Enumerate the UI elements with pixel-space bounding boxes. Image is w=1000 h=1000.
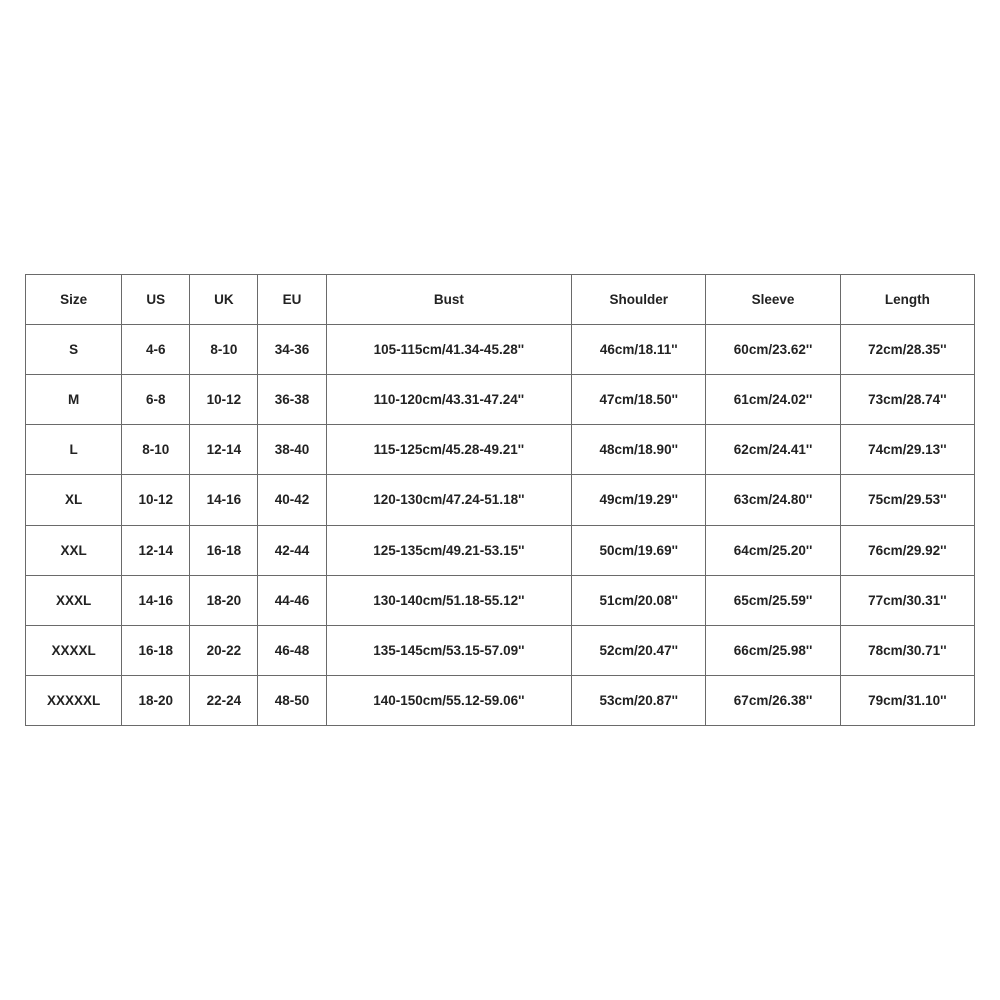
header-eu: EU [258, 275, 326, 325]
cell-bust: 115-125cm/45.28-49.21'' [326, 425, 572, 475]
cell-shoulder: 47cm/18.50'' [572, 375, 706, 425]
cell-bust: 120-130cm/47.24-51.18'' [326, 475, 572, 525]
table-row [26, 325, 975, 375]
header-us: US [122, 275, 190, 325]
header-sleeve: Sleeve [706, 275, 840, 325]
cell-bust: 135-145cm/53.15-57.09'' [326, 625, 572, 675]
cell-length: 76cm/29.92'' [840, 525, 974, 575]
cell-uk: 8-10 [190, 325, 258, 375]
cell-sleeve: 67cm/26.38'' [706, 675, 840, 725]
cell-sleeve: 63cm/24.80'' [706, 475, 840, 525]
table-row [26, 575, 975, 625]
cell-sleeve: 62cm/24.41'' [706, 425, 840, 475]
size-chart-table [25, 274, 975, 726]
table-row [26, 375, 975, 425]
cell-uk: 10-12 [190, 375, 258, 425]
cell-size: XXXL [26, 575, 122, 625]
cell-us: 18-20 [122, 675, 190, 725]
cell-shoulder: 50cm/19.69'' [572, 525, 706, 575]
header-length: Length [840, 275, 974, 325]
cell-uk: 18-20 [190, 575, 258, 625]
cell-shoulder: 48cm/18.90'' [572, 425, 706, 475]
cell-eu: 44-46 [258, 575, 326, 625]
cell-shoulder: 51cm/20.08'' [572, 575, 706, 625]
cell-size: S [26, 325, 122, 375]
cell-size: XXXXL [26, 625, 122, 675]
cell-bust: 130-140cm/51.18-55.12'' [326, 575, 572, 625]
cell-shoulder: 49cm/19.29'' [572, 475, 706, 525]
table-row [26, 525, 975, 575]
cell-shoulder: 46cm/18.11'' [572, 325, 706, 375]
cell-length: 73cm/28.74'' [840, 375, 974, 425]
cell-eu: 40-42 [258, 475, 326, 525]
table-row [26, 475, 975, 525]
cell-bust: 140-150cm/55.12-59.06'' [326, 675, 572, 725]
cell-eu: 48-50 [258, 675, 326, 725]
cell-eu: 34-36 [258, 325, 326, 375]
cell-us: 12-14 [122, 525, 190, 575]
cell-us: 10-12 [122, 475, 190, 525]
cell-us: 8-10 [122, 425, 190, 475]
cell-length: 79cm/31.10'' [840, 675, 974, 725]
cell-length: 72cm/28.35'' [840, 325, 974, 375]
cell-sleeve: 61cm/24.02'' [706, 375, 840, 425]
cell-us: 4-6 [122, 325, 190, 375]
cell-size: M [26, 375, 122, 425]
cell-uk: 22-24 [190, 675, 258, 725]
cell-uk: 16-18 [190, 525, 258, 575]
cell-length: 78cm/30.71'' [840, 625, 974, 675]
cell-size: XXL [26, 525, 122, 575]
cell-size: L [26, 425, 122, 475]
header-shoulder: Shoulder [572, 275, 706, 325]
cell-uk: 20-22 [190, 625, 258, 675]
table-row [26, 675, 975, 725]
cell-eu: 42-44 [258, 525, 326, 575]
cell-us: 16-18 [122, 625, 190, 675]
cell-length: 74cm/29.13'' [840, 425, 974, 475]
cell-shoulder: 52cm/20.47'' [572, 625, 706, 675]
cell-length: 77cm/30.31'' [840, 575, 974, 625]
cell-sleeve: 65cm/25.59'' [706, 575, 840, 625]
table-row [26, 625, 975, 675]
cell-bust: 110-120cm/43.31-47.24'' [326, 375, 572, 425]
cell-uk: 12-14 [190, 425, 258, 475]
cell-sleeve: 66cm/25.98'' [706, 625, 840, 675]
cell-uk: 14-16 [190, 475, 258, 525]
cell-us: 6-8 [122, 375, 190, 425]
cell-eu: 46-48 [258, 625, 326, 675]
cell-size: XL [26, 475, 122, 525]
header-uk: UK [190, 275, 258, 325]
cell-length: 75cm/29.53'' [840, 475, 974, 525]
cell-shoulder: 53cm/20.87'' [572, 675, 706, 725]
cell-size: XXXXXL [26, 675, 122, 725]
cell-eu: 38-40 [258, 425, 326, 475]
cell-bust: 105-115cm/41.34-45.28'' [326, 325, 572, 375]
cell-us: 14-16 [122, 575, 190, 625]
cell-sleeve: 60cm/23.62'' [706, 325, 840, 375]
table-header-row [26, 275, 975, 325]
cell-sleeve: 64cm/25.20'' [706, 525, 840, 575]
cell-bust: 125-135cm/49.21-53.15'' [326, 525, 572, 575]
header-bust: Bust [326, 275, 572, 325]
header-size: Size [26, 275, 122, 325]
cell-eu: 36-38 [258, 375, 326, 425]
table-row [26, 425, 975, 475]
